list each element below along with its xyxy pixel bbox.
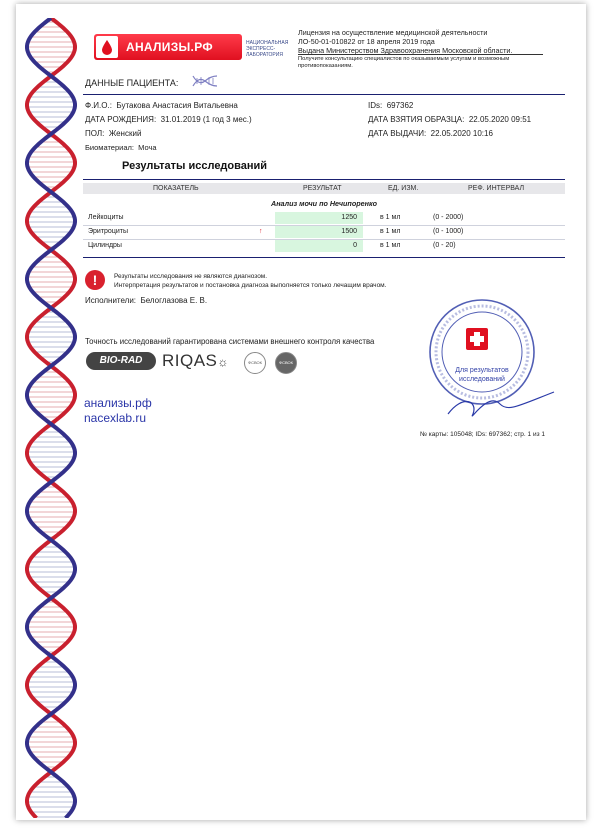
fsvok-logo-icon: ФСВОК	[275, 352, 297, 374]
table-bottom-divider	[83, 257, 565, 258]
footer-info: № карты: 105048; IDs: 697362; стр. 1 из 1	[420, 431, 545, 438]
row-result: 0	[353, 242, 357, 249]
lab-subtitle	[246, 40, 288, 58]
biomaterial-value: Моча	[138, 143, 157, 152]
row-unit: в 1 мл	[380, 242, 401, 249]
table-row	[83, 226, 565, 239]
biomaterial-row	[85, 143, 157, 152]
ids-label: IDs:	[368, 101, 383, 110]
row-result: 1250	[341, 214, 357, 221]
row-ref: (0 - 1000)	[433, 228, 464, 235]
performers-label: Исполнители:	[85, 296, 137, 305]
column-header: РЕФ. ИНТЕРВАЛ	[468, 185, 525, 192]
column-header: ЕД. ИЗМ.	[388, 185, 419, 192]
license-note-line: Получите консультацию специалистов по оказываемым услугам и возможным	[298, 56, 510, 62]
license-note-line: противопоказаниям.	[298, 63, 353, 69]
dna-mini-icon	[192, 73, 218, 89]
sex-row	[85, 129, 141, 138]
fio-label: Ф.И.О.:	[85, 101, 112, 110]
notice-line: Интерпретация результатов и постановка диагноза выполняется только лечащим врачом.	[114, 282, 387, 289]
table-row	[83, 240, 565, 253]
notice-text	[114, 272, 386, 290]
notice-line: Результаты исследования не являются диагнозом.	[114, 273, 268, 280]
row-ref: (0 - 20)	[433, 242, 456, 249]
patient-divider	[83, 94, 565, 95]
patient-name: Бутакова Анастасия Витальевна	[116, 101, 238, 110]
riqas-text: RIQAS	[162, 351, 218, 370]
fio-row	[85, 101, 238, 110]
performers	[85, 296, 207, 305]
dob-label: ДАТА РОЖДЕНИЯ:	[85, 115, 157, 124]
row-indicator: Цилиндры	[88, 242, 122, 249]
biorad-logo: BIO-RAD	[86, 352, 156, 370]
ids-row	[368, 101, 413, 110]
row-unit: в 1 мл	[380, 228, 401, 235]
row-result: 1500	[341, 228, 357, 235]
license-line: ЛО-50-01-010822 от 18 апреля 2019 года	[298, 37, 435, 46]
issue-date-value: 22.05.2020 10:16	[430, 129, 493, 138]
sample-date-row	[368, 115, 531, 124]
quality-statement: Точность исследований гарантирована системами внешнего контроля качества	[85, 337, 375, 346]
site-link-2[interactable]: nacexlab.ru	[84, 411, 147, 425]
sample-date-label: ДАТА ВЗЯТИЯ ОБРАЗЦА:	[368, 115, 465, 124]
sample-date-value: 22.05.2020 09:51	[468, 115, 532, 124]
row-flag: ↑	[259, 228, 263, 235]
dob-row	[85, 115, 252, 124]
lab-sub-line: ЛАБОРАТОРИЯ	[246, 52, 283, 58]
column-header: ПОКАЗАТЕЛЬ	[153, 185, 199, 192]
license-line: Выдана Министерством Здравоохранения Московской области.	[298, 46, 513, 55]
table-row	[83, 212, 565, 225]
row-indicator: Лейкоциты	[88, 214, 124, 221]
table-header	[83, 183, 565, 194]
row-unit: в 1 мл	[380, 214, 401, 221]
issue-date-label: ДАТА ВЫДАЧИ:	[368, 129, 427, 138]
site-link-1[interactable]: анализы.рф	[84, 396, 152, 410]
patient-dob: 31.01.2019 (1 год 3 мес.)	[160, 115, 252, 124]
row-indicator: Эритроциты	[88, 228, 128, 235]
logo-text: АНАЛИЗЫ.РФ	[126, 40, 213, 54]
license-divider	[298, 54, 543, 55]
stamp-text-1: Для результатов	[455, 367, 509, 374]
license-note	[298, 56, 548, 70]
biomaterial-label: Биоматериал:	[85, 143, 134, 152]
dna-helix-decoration	[20, 18, 82, 818]
fsvok-seal-icon: ФСВОК	[244, 352, 266, 374]
patient-section-label: ДАННЫЕ ПАЦИЕНТА:	[85, 78, 179, 88]
riqas-globe-icon: ☼	[217, 355, 229, 369]
stamp-text-2: исследований	[459, 376, 505, 383]
results-title: Результаты исследований	[122, 160, 268, 172]
issue-date-row	[368, 129, 493, 138]
sex-label: ПОЛ:	[85, 129, 105, 138]
lab-sub-line: ЭКСПРЕСС-	[246, 46, 276, 52]
drop-icon	[96, 36, 118, 58]
brand-logo	[94, 34, 242, 60]
official-stamp	[418, 296, 560, 426]
license-line: Лицензия на осуществление медицинской деятельности	[298, 28, 488, 37]
riqas-logo	[162, 351, 229, 371]
license-info	[298, 28, 558, 55]
results-divider	[83, 179, 565, 180]
analysis-title: Анализ мочи по Нечипоренко	[271, 199, 377, 208]
row-ref: (0 - 2000)	[433, 214, 464, 221]
lab-sub-line: НАЦИОНАЛЬНАЯ	[246, 40, 289, 46]
ids-value: 697362	[386, 101, 414, 110]
performer-name: Белоглазова Е. В.	[140, 296, 208, 305]
column-header: РЕЗУЛЬТАТ	[303, 185, 342, 192]
exclamation-icon: !	[85, 270, 105, 290]
patient-sex: Женский	[108, 129, 142, 138]
